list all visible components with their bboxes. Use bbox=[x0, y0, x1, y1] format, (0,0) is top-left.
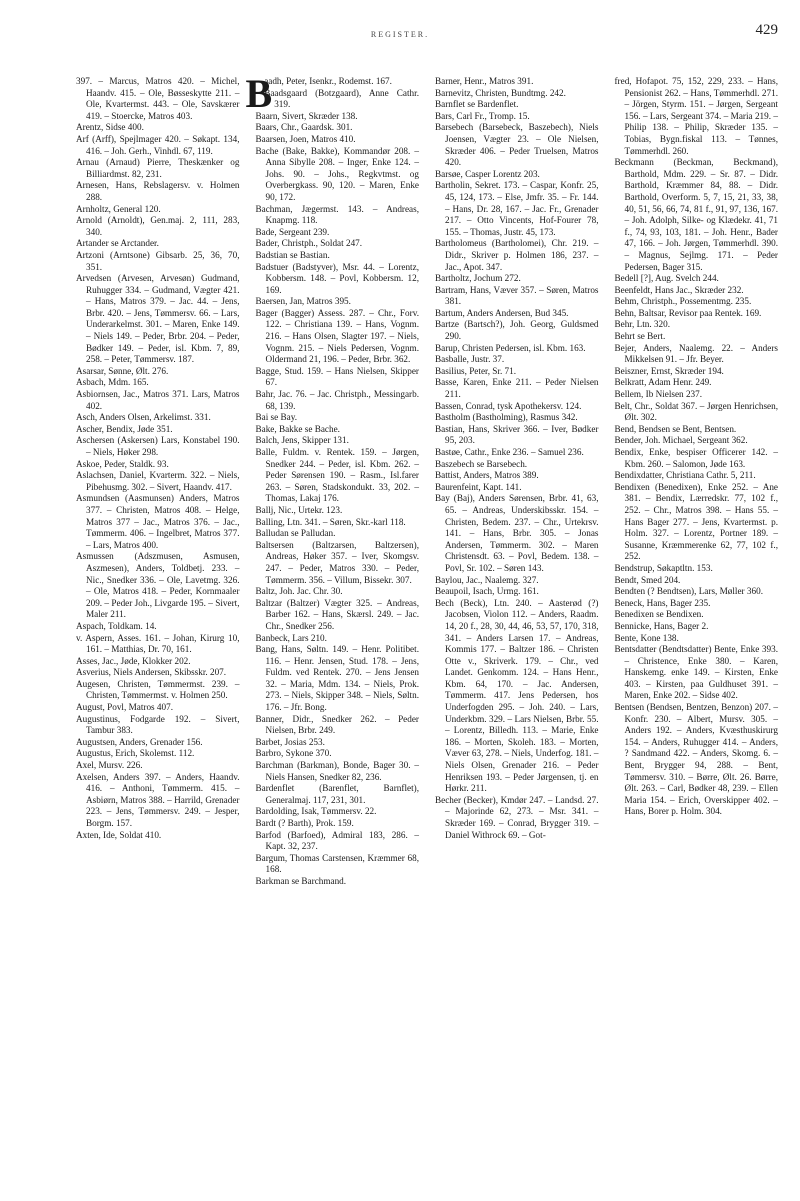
index-entry bbox=[256, 806, 420, 818]
index-entry bbox=[256, 853, 420, 876]
index-entry bbox=[76, 459, 240, 471]
entry-text: Bennicke, Hans, Bager 2. bbox=[614, 620, 709, 631]
index-entry bbox=[435, 795, 599, 841]
entry-text: Asses, Jac., Jøde, Klokker 202. bbox=[76, 655, 191, 666]
entry-text: Ascher, Bendix, Jøde 351. bbox=[76, 423, 173, 434]
entry-text: Bentsen (Bendsen, Bentzen, Benzon) 207. – Konfr. 230. – Albert, Mursv. 305. – Anders 192. – Anders, Kvæsthuskirurg 154. – Anders, Ruhugger 414. – Anders, ? Sandmand 422. – Anders, Skomg. 6. – Bent, Brygger 94, 288. – Bent, Tømmersv. 310. – Børre, Ølt. 26. Børre, Ølt. 263. – Carl, Bødker 48, 239. – Ellen Maria 154. – Erich, Overskipper 402. – Hans, Borer p. Holm. 304. bbox=[614, 702, 778, 817]
index-entry bbox=[615, 424, 779, 436]
entry-text: Aschersen (Askersen) Lars, Konstabel 190. – Niels, Høker 298. bbox=[76, 435, 240, 457]
index-entry bbox=[256, 447, 420, 505]
entry-text: Bahr, Jac. 76. – Jac. Christph., Messingarb. 68, 139. bbox=[255, 389, 419, 411]
entry-text: Behr, Ltn. 320. bbox=[614, 319, 671, 330]
entry-text: Baarn, Sivert, Skræder 138. bbox=[255, 110, 358, 121]
entry-text: Asch, Anders Olsen, Arkelimst. 331. bbox=[76, 412, 211, 423]
entry-text: Bellem, Ib Nielsen 237. bbox=[614, 389, 703, 400]
index-entry bbox=[435, 238, 599, 273]
index-entry bbox=[76, 667, 240, 679]
index-entry bbox=[76, 250, 240, 273]
index-entry bbox=[256, 435, 420, 447]
index-entry bbox=[615, 563, 779, 575]
index-entry bbox=[256, 818, 420, 830]
entry-text: Bendixdatter, Christiana Cathr. 5, 211. bbox=[614, 470, 756, 481]
index-entry bbox=[615, 575, 779, 587]
entry-text: Balle, Fuldm. v. Rentek. 159. – Jørgen, Snedker 244. – Peder, isl. Kbm. 262. – Peder Sørensen 190. – Rasm., Isl.farer 263. – Søren, Stadskondukt. 33, 202. – Thomas, Lakaj 176. bbox=[255, 447, 419, 504]
index-entry bbox=[76, 679, 240, 702]
entry-text: Belkratt, Adam Henr. 249. bbox=[614, 377, 712, 388]
index-entry bbox=[76, 493, 240, 551]
entry-text: Baltzar (Baltzer) Vægter 325. – Andreas, Barber 162. – Hans, Skærsl. 249. – Jac. Chr., Snedker 256. bbox=[255, 597, 419, 631]
index-entry bbox=[76, 772, 240, 830]
index-entry bbox=[256, 88, 420, 111]
entry-text: Baarsen, Joen, Matros 410. bbox=[255, 133, 356, 144]
index-entry bbox=[256, 366, 420, 389]
entry-text: Barchman (Barkman), Bonde, Bager 30. – Niels Hansen, Snedker 82, 236. bbox=[255, 760, 419, 782]
index-entry bbox=[615, 285, 779, 297]
index-entry bbox=[76, 389, 240, 412]
index-entry bbox=[435, 470, 599, 482]
index-entry bbox=[256, 146, 420, 204]
index-entry bbox=[435, 343, 599, 355]
index-entry bbox=[435, 169, 599, 181]
entry-text: Baszebech se Barsebech. bbox=[435, 458, 528, 469]
index-entry bbox=[435, 598, 599, 795]
index-entry bbox=[615, 644, 779, 702]
entry-text: Augustinus, Fodgarde 192. – Sivert, Tambur 383. bbox=[76, 713, 240, 736]
entry-text: Badstian se Bastian. bbox=[255, 249, 330, 260]
entry-text: Barnevitz, Christen, Bundtmg. 242. bbox=[435, 87, 566, 98]
index-entry bbox=[76, 830, 240, 842]
index-entry bbox=[76, 748, 240, 760]
entry-text: Banner, Didr., Snedker 262. – Peder Nielsen, Brbr. 249. bbox=[255, 713, 419, 736]
entry-text: Bendt, Smed 204. bbox=[614, 574, 681, 585]
register-columns bbox=[76, 71, 778, 1186]
index-entry bbox=[76, 122, 240, 134]
entry-text: Beenfeldt, Hans Jac., Skræder 232. bbox=[614, 284, 744, 295]
entry-text: Ballj, Nic., Urtekr. 123. bbox=[255, 504, 343, 515]
entry-text: Bake, Bakke se Bache. bbox=[255, 423, 340, 434]
entry-text: Arf (Arff), Spejlmager 420. – Søkapt. 134, 416. – Joh. Gerh., Vinhdl. 67, 119. bbox=[76, 133, 240, 156]
index-entry bbox=[76, 377, 240, 389]
index-entry bbox=[256, 262, 420, 297]
index-entry bbox=[615, 435, 779, 447]
index-entry bbox=[76, 157, 240, 180]
index-entry bbox=[435, 354, 599, 366]
index-entry bbox=[256, 737, 420, 749]
index-entry bbox=[435, 308, 599, 320]
index-entry bbox=[615, 319, 779, 331]
entry-text: Barner, Henr., Matros 391. bbox=[435, 76, 534, 86]
entry-text: Baadsgaard (Botzgaard), Anne Cathr. 319. bbox=[264, 87, 419, 110]
entry-text: Barnflet se Bardenflet. bbox=[435, 99, 519, 110]
index-entry bbox=[615, 702, 779, 818]
index-entry bbox=[435, 319, 599, 342]
index-entry bbox=[256, 238, 420, 250]
index-entry bbox=[615, 157, 779, 273]
entry-text: Baurenfeint, Kapt. 141. bbox=[435, 481, 522, 492]
entry-text: Bars, Carl Fr., Tromp. 15. bbox=[435, 110, 530, 121]
index-entry bbox=[76, 215, 240, 238]
entry-text: Baylou, Jac., Naalemg. 327. bbox=[435, 574, 539, 585]
index-entry bbox=[256, 227, 420, 239]
entry-text: Balludan se Palludan. bbox=[255, 528, 336, 539]
index-entry bbox=[615, 366, 779, 378]
entry-text: Bade, Sergeant 239. bbox=[255, 226, 330, 237]
entry-text: Bech (Beck), Ltn. 240. – Aasterød (?) Jacobsen, Violon 112. – Anders, Raadm. 14, 20 f., 28, 30, 44, 46, 53, 57, 170, 318, 341. – Anders Larsen 17. – Andreas, Kommis 177. – Baltzer 186. – Christen Otte v., Skriverk. 179. – Chr., ved Landet. Genkomm. 124. – Hans Henr., Kbm. 64, 170. – Jac. Andersen, Tømmerm. 417. Jens Pedersen, hos Underfogden 295. – Joh. 240. – Lars, Underkbm. 329. – Lars Nielsen, Brbr. 55. – Lorentz, Billedh. 113. – Marie, Enke 186. – Morten, Skoleh. 183. – Morten, Væver 63, 278. – Niels, Underfog. 181. – Niels Olsen, Grenader 216. – Peder Henriksen 193. – Peder Jørgensen, tj. en Hørkr. 211. bbox=[435, 597, 599, 794]
entry-text: Augustsen, Anders, Grenader 156. bbox=[76, 736, 203, 747]
entry-text: Basballe, Justr. 37. bbox=[435, 354, 505, 365]
index-entry bbox=[256, 714, 420, 737]
entry-text: Barfod (Barfoed), Admiral 183, 286. – Kapt. 32, 237. bbox=[255, 829, 419, 852]
entry-text: Bager (Bagger) Assess. 287. – Chr., Forv. 122. – Christiana 139. – Hans, Vognm. 216. – Hans Olsen, Slagter 197. – Niels, Vognm. 215. – Niels Pedersen, Vognm. Oldermand 21, 196. – Peder, Brbr. 362. bbox=[255, 307, 419, 365]
index-entry bbox=[76, 435, 240, 458]
index-entry bbox=[76, 470, 240, 493]
entry-text: aadh, Peter, Isenkr., Rodemst. 167. bbox=[264, 76, 392, 86]
entry-text: Asbiornsen, Jac., Matros 371. Lars, Matros 402. bbox=[76, 389, 240, 411]
entry-text: Beneck, Hans, Bager 235. bbox=[614, 597, 711, 608]
entry-text: Bachman, Jægermst. 143. – Andreas, Knapmg. 118. bbox=[255, 203, 419, 226]
index-entry bbox=[256, 586, 420, 598]
index-entry bbox=[256, 517, 420, 529]
column-2 bbox=[245, 71, 420, 1186]
index-entry bbox=[435, 412, 599, 424]
entry-text: Bastøe, Cathr., Enke 236. – Samuel 236. bbox=[435, 447, 584, 457]
entry-text: Artander se Arctander. bbox=[76, 238, 159, 249]
index-entry bbox=[435, 424, 599, 447]
index-entry bbox=[435, 575, 599, 587]
entry-text: Asmussen (Adszmusen, Asmusen, Aszmesen), Anders, Toldbetj. 233. – Nic., Snedker 336. – Ole, Lavetmg. 326. – Ole, Matros 418. – Peder, Kornmaaler 209. – Peder Joh., Livgarde 195. – Sivert, Maler 211. bbox=[76, 551, 240, 620]
entry-text: Augesen, Christen, Tømmermst. 239. – Christen, Tømmermst. v. Holmen 250. bbox=[76, 678, 240, 701]
entry-text: Behm, Christph., Possementmg. 235. bbox=[614, 296, 752, 307]
column-4 bbox=[615, 76, 779, 1186]
entry-text: Aslachsen, Daniel, Kvarterm. 322. – Niels, Pibehusmg. 302. – Sivert, Haandv. 417. bbox=[76, 470, 240, 492]
index-entry bbox=[615, 273, 779, 285]
index-entry bbox=[256, 505, 420, 517]
index-entry bbox=[76, 551, 240, 621]
entry-text: Bartholomeus (Bartholomei), Chr. 219. – Didr., Skriver p. Holmen 186, 237. – Jac., Apot. 347. bbox=[435, 238, 599, 272]
entry-text: Bartholtz, Jochum 272. bbox=[435, 273, 521, 284]
entry-text: Barbet, Josias 253. bbox=[255, 736, 325, 747]
entry-text: Bartze (Bartsch?), Joh. Georg, Guldsmed 290. bbox=[435, 319, 599, 342]
entry-text: Bentsdatter (Bendtsdatter) Bente, Enke 393. – Christence, Enke 380. – Karen, Hanskemg. enke 149. – Kirsten, Enke 403. – Kirsten, paa Guldhuset 391. – Maren, Enke 202. – Sidse 402. bbox=[614, 644, 778, 701]
index-entry bbox=[435, 180, 599, 238]
entry-text: Arnesen, Hans, Rebslagersv. v. Holmen 288. bbox=[76, 180, 240, 202]
index-entry bbox=[76, 238, 240, 250]
index-entry bbox=[435, 493, 599, 574]
entry-text: Bedell [?], Aug. Svelch 244. bbox=[614, 273, 719, 284]
entry-text: Artzoni (Arntsone) Gibsarb. 25, 36, 70, 351. bbox=[76, 249, 240, 272]
index-entry bbox=[435, 401, 599, 413]
entry-text: Bendstrup, Søkaptltn. 153. bbox=[614, 562, 713, 573]
entry-text: Askoe, Peder, Staldk. 93. bbox=[76, 458, 169, 469]
index-entry bbox=[256, 540, 420, 586]
entry-text: Arvedsen (Arvesen, Arvesøn) Gudmand, Ruhugger 334. – Gudmand, Vægter 421. – Hans, Matros 379. – Jac. 44. – Jens, Brbr. 420. – Jens, Tømmersv. 66. – Lars, Underarkelmst. 301. – Maren, Enke 149. – Niels 149. – Peder, Brbr. 204. – Peder, Bødker 149. – Peder, isl. Kbm. 7, 89, 258. – Peter, Tømmersv. 187. bbox=[76, 273, 240, 365]
index-entry bbox=[256, 830, 420, 853]
index-entry bbox=[256, 424, 420, 436]
index-entry bbox=[256, 134, 420, 146]
entry-text: Baars, Chr., Gaardsk. 301. bbox=[255, 122, 353, 133]
entry-text: Bejer, Anders, Naalemg. 22. – Anders Mikkelsen 91. – Jfr. Beyer. bbox=[614, 342, 778, 365]
index-entry bbox=[256, 644, 420, 714]
entry-text: Bartram, Hans, Væver 357. – Søren, Matros 381. bbox=[435, 284, 599, 307]
index-entry bbox=[76, 633, 240, 656]
entry-text: Arnholtz, General 120. bbox=[76, 203, 161, 214]
entry-text: 397. – Marcus, Matros 420. – Michel, Haandv. 415. – Ole, Bøsseskytte 211. – Ole, Kvartermst. 443. – Ole, Savskærer 419. – Stoercke, Matros 403. bbox=[76, 76, 240, 121]
index-entry bbox=[615, 586, 779, 598]
index-entry bbox=[76, 134, 240, 157]
index-entry bbox=[615, 633, 779, 645]
entry-text: Behrt se Bert. bbox=[614, 331, 666, 342]
index-entry bbox=[615, 76, 779, 157]
index-entry bbox=[615, 482, 779, 563]
entry-text: Bartholin, Sekret. 173. – Caspar, Konfr. 25, 45, 124, 173. – Else, Jmfr. 35. – Fr. 144. – Hans, Dr. 28, 167. – Jac. Fr., Grenader 217. – Otto Vincents, Hof-Fourer 78, 155. – Thomas, Justr. 45, 173. bbox=[435, 180, 599, 237]
entry-text: Bastholm (Bastholming), Rasmus 342. bbox=[435, 412, 578, 423]
index-entry bbox=[76, 204, 240, 216]
entry-text: Arnold (Arnoldt), Gen.maj. 2, 111, 283, 340. bbox=[76, 215, 240, 237]
index-entry bbox=[435, 482, 599, 494]
index-entry bbox=[76, 180, 240, 203]
index-entry bbox=[435, 122, 599, 168]
index-entry bbox=[256, 204, 420, 227]
entry-text: Asarsar, Sønne, Ølt. 276. bbox=[76, 365, 169, 376]
entry-text: Bente, Kone 138. bbox=[614, 632, 679, 643]
index-entry bbox=[615, 389, 779, 401]
index-entry bbox=[256, 876, 420, 888]
index-entry bbox=[76, 424, 240, 436]
entry-text: Bendixen (Benedixen), Enke 252. – Ane 381. – Bendix, Lærredskr. 77, 102 f., 252. – Chr., Matros 398. – Hans 55. – Hans Bager 277. – Jens, Kvartermst. p. Holm. 327. – Lorentz, Portner 189. – Susanne, Kræmmerenke 62, 77, 102 f., 252. bbox=[614, 481, 778, 562]
entry-text: Behn, Baltsar, Revisor paa Rentek. 169. bbox=[614, 307, 762, 318]
entry-text: Bardolding, Isak, Tømmersv. 22. bbox=[255, 806, 377, 817]
index-entry bbox=[76, 621, 240, 633]
index-entry bbox=[76, 702, 240, 714]
entry-text: Beaupoil, Isach, Urmg. 161. bbox=[435, 586, 539, 597]
entry-text: Basilius, Peter, Sr. 71. bbox=[435, 365, 517, 376]
entry-text: fred, Hofapot. 75, 152, 229, 233. – Hans, Pensionist 262. – Hans, Tømmerhdl. 271. – Jörgen, Styrm. 151. – Jørgen, Sergeant 156. – Lars, Sergeant 374. – Maria 219. – Philip 138. – Philip, Skræder 135. – Tobias, Bygn.fiskal 113. – Tønnes, Tømmerhdl. 260. bbox=[614, 76, 778, 156]
entry-text: Bader, Christph., Soldat 247. bbox=[255, 238, 363, 249]
index-entry bbox=[256, 111, 420, 123]
index-entry bbox=[256, 412, 420, 424]
index-entry bbox=[615, 621, 779, 633]
entry-text: Bay (Baj), Anders Sørensen, Brbr. 41, 63, 65. – Andreas, Underskibsskr. 154. – Christen, Bedem. 237. – Chr., Urtekrsv. 141. – Hans, Brbr. 305. – Jonas Andersen, Tømmerm. 302. – Maren Christensdt. 63. – Povl, Bedem. 138. – Povl, Sr. 102. – Søren 143. bbox=[435, 493, 599, 573]
entry-text: Beiszner, Ernst, Skræder 194. bbox=[614, 365, 724, 376]
index-entry bbox=[76, 273, 240, 366]
index-entry bbox=[615, 377, 779, 389]
index-entry bbox=[615, 343, 779, 366]
entry-text: Bassen, Conrad, tysk Apothekersv. 124. bbox=[435, 400, 582, 411]
entry-text: Bache (Bake, Bakke), Kommandør 208. – Anna Sibylle 208. – Inger, Enke 124. – Johs. 90. – Johs., Regkvtmst. og Overbergkass. 90, 120. – Maren, Enke 90, 172. bbox=[255, 145, 419, 202]
index-entry bbox=[256, 389, 420, 412]
entry-text: Augustus, Erich, Skolemst. 112. bbox=[76, 748, 195, 759]
index-entry bbox=[435, 447, 599, 459]
running-title: REGISTER. bbox=[370, 30, 430, 39]
index-entry bbox=[435, 273, 599, 285]
entry-text: Badstuer (Badstyver), Msr. 44. – Lorentz, Kobbersm. 148. – Povl, Kobbersm. 12, 169. bbox=[255, 261, 419, 295]
entry-text: Balling, Ltn. 341. – Søren, Skr.-karl 118. bbox=[255, 516, 406, 527]
index-entry bbox=[435, 586, 599, 598]
index-entry bbox=[435, 285, 599, 308]
index-entry bbox=[76, 76, 240, 122]
entry-text: Bagge, Stud. 159. – Hans Nielsen, Skipper 67. bbox=[255, 365, 419, 388]
entry-text: Barbro, Sykone 370. bbox=[255, 748, 332, 759]
entry-text: Asbach, Mdm. 165. bbox=[76, 377, 149, 388]
entry-text: Arentz, Sidse 400. bbox=[76, 122, 144, 133]
index-entry bbox=[435, 88, 599, 100]
entry-text: Bardenflet (Barenflet, Barnflet), Generalmaj. 117, 231, 301. bbox=[255, 783, 419, 805]
index-entry bbox=[615, 401, 779, 424]
index-entry bbox=[615, 598, 779, 610]
entry-text: Bai se Bay. bbox=[255, 412, 298, 423]
entry-text: v. Aspern, Asses. 161. – Johan, Kirurg 10, 161. – Matthias, Dr. 70, 161. bbox=[76, 632, 240, 655]
entry-text: Basse, Karen, Enke 211. – Peder Nielsen 211. bbox=[435, 377, 599, 400]
index-entry bbox=[615, 609, 779, 621]
index-entry bbox=[615, 308, 779, 320]
entry-text: Balch, Jens, Skipper 131. bbox=[255, 435, 349, 446]
index-entry bbox=[256, 748, 420, 760]
page-number: 429 bbox=[755, 22, 778, 38]
entry-text: Becher (Becker), Kmdør 247. – Landsd. 27. – Majorinde 62, 273. – Msr. 341. – Skræder 169. – Conrad, Brygger 319. – Daniel Withrock 69. – Got- bbox=[435, 794, 599, 840]
entry-text: Asmundsen (Aasmunsen) Anders, Matros 377. – Christen, Matros 408. – Helge, Matros 377 – Jac., Matros 376. – Jac., Tømmerm. 406. – Ingelbret, Matros 377. – Lars, Matros 400. bbox=[76, 493, 240, 550]
index-entry bbox=[256, 760, 420, 783]
entry-text: Bendten (? Bendtsen), Lars, Møller 360. bbox=[614, 586, 763, 597]
index-entry bbox=[256, 783, 420, 806]
entry-text: Barsebech (Barsebeck, Baszebech), Niels Joensen, Vægter 23. – Ole Nielsen, Skræder 406. – Peder Truelsen, Matros 420. bbox=[435, 122, 599, 168]
entry-text: Bargum, Thomas Carstensen, Kræmmer 68, 168. bbox=[255, 852, 419, 875]
entry-text: Beckmann (Beckman, Beckmand), Barthold, Mdm. 229. – Sr. 87. – Didr. Barthold, Kræmmer 84, 88. – Didr. Barthold, Overform. 5, 7, 15, 21, 33, 38, 40, 51, 56, 66, 74, 81 f., 91, 97, 136, 167. – Joh. Adolph, Silke- og Klædekr. 41, 71 f., 74, 93, 103, 181. – Joh. Henr., Bader 47, 166. – Joh. Jørgen, Tømmerhdl. 390. – Magnus, Sejlmg. 171. – Peder Pedersen, Bager 315. bbox=[614, 157, 778, 272]
index-entry bbox=[256, 296, 420, 308]
entry-text: Axelsen, Anders 397. – Anders, Haandv. 416. – Anthoni, Tømmerm. 415. – Asbiørn, Matros 388. – Harrild, Grenader 223. – Jens, Tømmersv. 249. – Jesper, Borgm. 157. bbox=[76, 771, 240, 828]
index-entry bbox=[615, 296, 779, 308]
entry-text: Bang, Hans, Søltn. 149. – Henr. Politibet. 116. – Henr. Jensen, Stud. 178. – Jens, Fuldm. ved Rentek. 270. – Jens Jensen 32. – Maria, Mdm. 134. – Niels, Prok. 273. – Niels, Skipper 348. – Niels, Søltn. 176. – Jfr. Bong. bbox=[255, 644, 419, 713]
index-entry bbox=[435, 366, 599, 378]
entry-text: Battist, Anders, Matros 389. bbox=[435, 470, 539, 481]
index-entry bbox=[256, 308, 420, 366]
entry-text: Baersen, Jan, Matros 395. bbox=[255, 296, 351, 307]
entry-text: Axten, Ide, Soldat 410. bbox=[76, 829, 162, 840]
index-entry bbox=[76, 366, 240, 378]
index-entry bbox=[256, 122, 420, 134]
entry-text: Bartum, Anders Andersen, Bud 345. bbox=[435, 307, 569, 318]
index-entry bbox=[76, 656, 240, 668]
index-entry bbox=[615, 470, 779, 482]
index-entry bbox=[76, 412, 240, 424]
index-entry bbox=[256, 528, 420, 540]
index-entry bbox=[256, 633, 420, 645]
index-entry bbox=[76, 760, 240, 772]
entry-text: Barsøe, Casper Lorentz 203. bbox=[435, 168, 540, 179]
column-3 bbox=[435, 76, 599, 1186]
entry-text: Barkman se Barchmand. bbox=[255, 875, 347, 886]
entry-text: Barup, Christen Pedersen, isl. Kbm. 163. bbox=[435, 342, 586, 353]
index-entry bbox=[76, 714, 240, 737]
index-entry bbox=[435, 111, 599, 123]
index-entry bbox=[435, 99, 599, 111]
entry-text: Aspach, Toldkam. 14. bbox=[76, 620, 157, 631]
entry-text: Belt, Chr., Soldat 367. – Jørgen Henrichsen, Ølt. 302. bbox=[614, 400, 778, 423]
entry-text: Banbeck, Lars 210. bbox=[255, 632, 327, 643]
entry-text: August, Povl, Matros 407. bbox=[76, 702, 173, 713]
entry-text: Axel, Mursv. 226. bbox=[76, 760, 143, 771]
entry-text: Bardt (? Barth), Prok. 159. bbox=[255, 818, 354, 828]
entry-text: Benedixen se Bendixen. bbox=[614, 609, 704, 620]
entry-text: Baltsersen (Baltzarsen, Baltzersen), Andreas, Høker 357. – Iver, Skomgsv. 247. – Peder, Matros 330. – Peder, Tømmerm. 356. – Villum, Bissekr. 307. bbox=[255, 539, 419, 585]
index-entry bbox=[615, 331, 779, 343]
entry-text: Bendix, Enke, bespiser Officerer 142. – Kbm. 260. – Salomon, Jøde 163. bbox=[614, 447, 778, 469]
entry-text: Asverius, Niels Andersen, Skibsskr. 207. bbox=[76, 667, 227, 678]
index-entry bbox=[76, 737, 240, 749]
column-1 bbox=[76, 76, 240, 1186]
entry-text: Arnau (Arnaud) Pierre, Theskænker og Billiardmst. 82, 231. bbox=[76, 157, 240, 179]
index-entry bbox=[435, 76, 599, 88]
entry-text: Bend, Bendsen se Bent, Bentsen. bbox=[614, 423, 737, 434]
drop-cap: B bbox=[245, 71, 273, 116]
index-entry bbox=[615, 447, 779, 470]
entry-text: Bastian, Hans, Skriver 366. – Iver, Bødker 95, 203. bbox=[435, 423, 599, 446]
index-entry bbox=[256, 598, 420, 633]
index-entry bbox=[435, 377, 599, 400]
page-header bbox=[0, 0, 800, 44]
entry-text: Bender, Joh. Michael, Sergeant 362. bbox=[614, 435, 748, 446]
entry-text: Baltz, Joh. Jac. Chr. 30. bbox=[255, 586, 343, 597]
index-entry bbox=[435, 459, 599, 471]
index-entry bbox=[256, 250, 420, 262]
